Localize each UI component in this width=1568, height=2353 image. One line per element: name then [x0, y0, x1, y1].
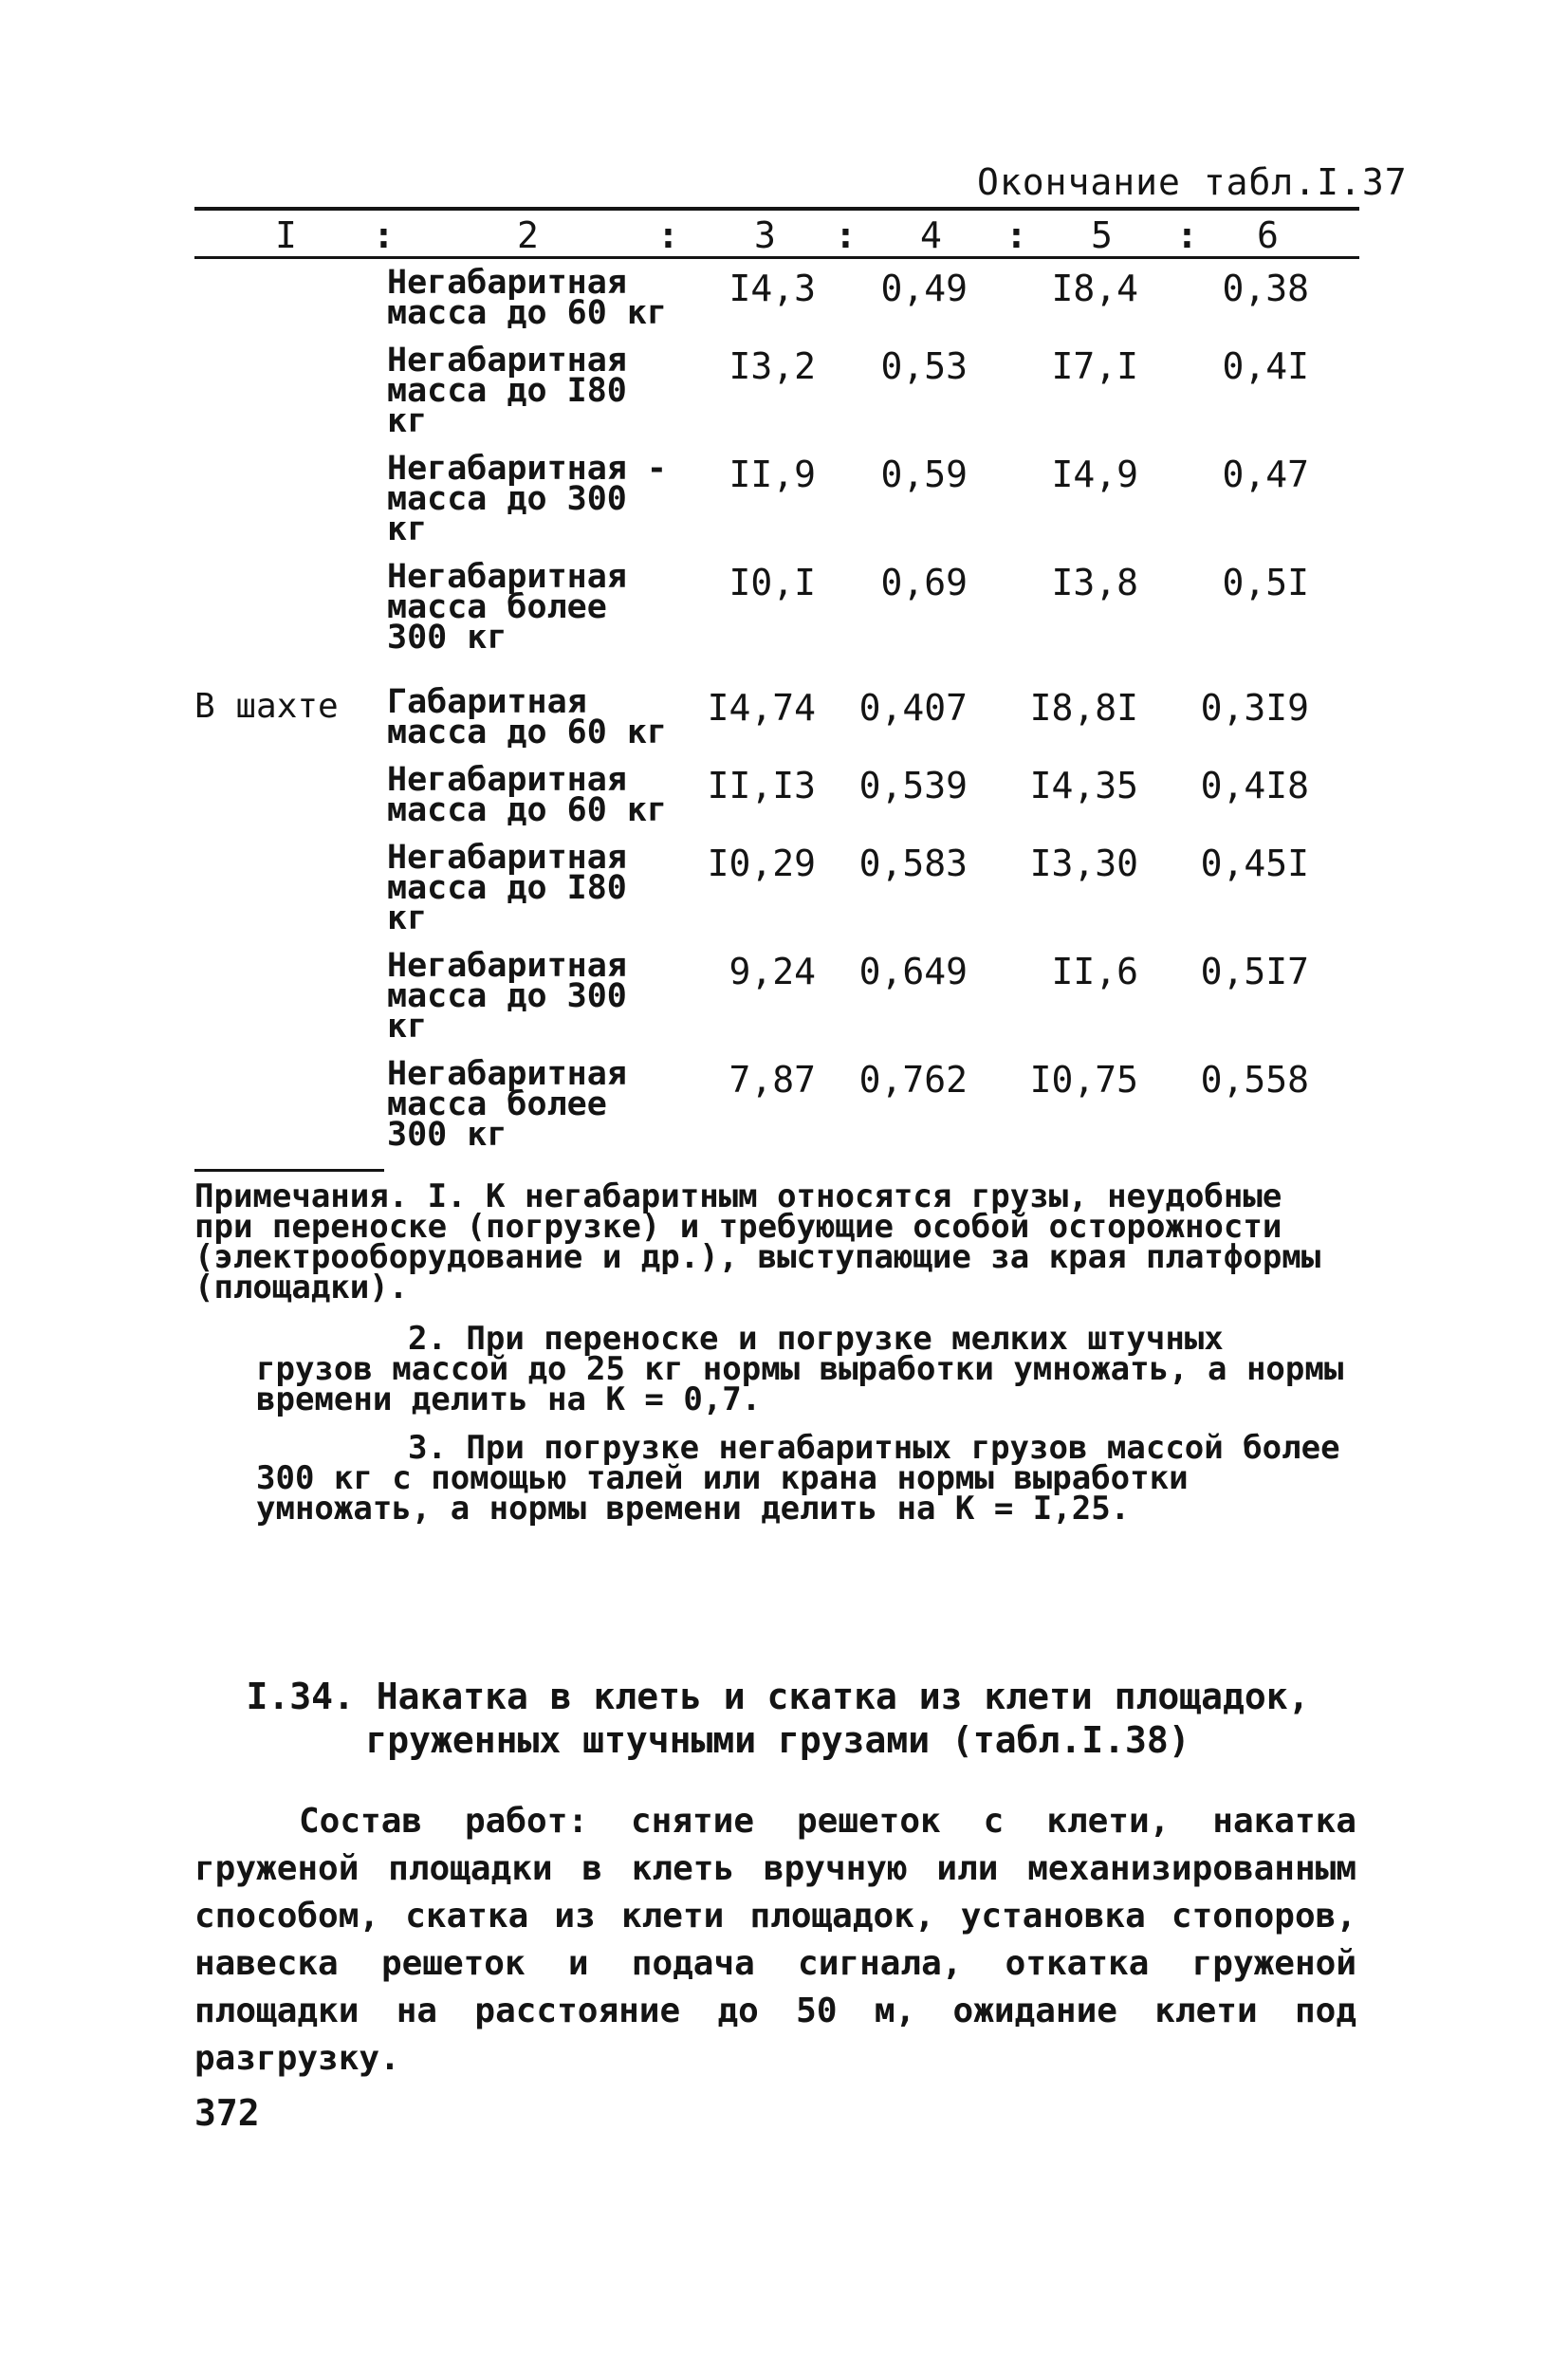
row-description: Негабаритная масса до 300 кг: [387, 947, 627, 1046]
notes-separator: [194, 1169, 384, 1172]
row-description: Негабаритная масса до I80 кг: [387, 342, 627, 440]
header-col-3: 3: [754, 214, 776, 256]
row-value-col5: I3,30: [1029, 843, 1138, 884]
row-value-col4: 0,762: [858, 1059, 968, 1101]
header-col-1: I: [275, 214, 297, 256]
row-value-col4: 0,49: [880, 268, 968, 309]
note-3: 3. При погрузке негабаритных грузов массой более 300 кг с помощью талей или крана нормы выработки умножать, а нормы времени делить на К = I,25.: [256, 1429, 1340, 1528]
header-col-4: 4: [920, 214, 942, 256]
row-description: Негабаритная масса более 300 кг: [387, 1055, 627, 1154]
row-description: Габаритная масса до 60 кг: [387, 683, 668, 751]
header-separator: :: [373, 214, 395, 256]
header-col-2: 2: [517, 214, 539, 256]
row-value-col5: I8,4: [1051, 268, 1138, 309]
header-col-6: 6: [1257, 214, 1279, 256]
section-title-line-2: груженных штучными грузами (табл.I.38): [365, 1719, 1190, 1761]
row-value-col6: 0,45I: [1200, 843, 1309, 884]
table-top-rule: [194, 207, 1359, 211]
row-value-col3: 9,24: [729, 951, 816, 992]
table-caption: Окончание табл.I.37: [977, 161, 1408, 203]
row-value-col6: 0,3I9: [1200, 687, 1309, 729]
row-value-col5: I4,9: [1051, 454, 1138, 495]
row-value-col3: I3,2: [729, 345, 816, 387]
header-col-5: 5: [1091, 214, 1113, 256]
row-value-col6: 0,558: [1200, 1059, 1309, 1101]
row-value-col3: I4,74: [707, 687, 816, 729]
row-value-col6: 0,47: [1222, 454, 1309, 495]
row-value-col5: II,6: [1051, 951, 1138, 992]
section-title-line-1: I.34. Накатка в клеть и скатка из клети площадок,: [246, 1676, 1310, 1717]
header-separator: :: [657, 214, 679, 256]
row-description: Негабаритная масса до 60 кг: [387, 761, 668, 829]
row-value-col6: 0,5I: [1222, 562, 1309, 603]
header-separator: :: [1176, 214, 1198, 256]
table-header-rule: [194, 256, 1359, 259]
note-2: 2. При переноске и погрузке мелких штучных грузов массой до 25 кг нормы выработки умножать, а нормы времени делить на К = 0,7.: [256, 1320, 1344, 1418]
row-value-col3: II,9: [729, 454, 816, 495]
row-value-col4: 0,407: [858, 687, 968, 729]
note-1: Примечания. I. К негабаритным относятся грузы, неудобные при переноске (погрузке) и требующие особой осторожности (электрооборудование и др.), выступающие за края платформы (площадки).: [194, 1177, 1321, 1306]
row-value-col6: 0,4I8: [1200, 765, 1309, 806]
row-value-col3: I0,29: [707, 843, 816, 884]
row-value-col6: 0,5I7: [1200, 951, 1309, 992]
section-heading: [190, 1675, 1366, 1762]
row-group: В шахте: [194, 687, 339, 726]
row-value-col4: 0,53: [880, 345, 968, 387]
row-value-col4: 0,583: [858, 843, 968, 884]
row-value-col4: 0,59: [880, 454, 968, 495]
header-separator: :: [835, 214, 857, 256]
row-value-col5: I4,35: [1029, 765, 1138, 806]
row-value-col3: I4,3: [729, 268, 816, 309]
work-composition-paragraph: Состав работ: снятие решеток с клети, накатка груженой площадки в клеть вручную или механизированным способом, скатка из клети площадок, установка стопоров, навеска решеток и подача сигнала, откатка груженой площадки на расстояние до 50 м, ожидание клети под разгрузку.: [194, 1802, 1356, 2078]
row-value-col3: I0,I: [729, 562, 816, 603]
row-value-col5: I3,8: [1051, 562, 1138, 603]
row-description: Негабаритная масса до 60 кг: [387, 264, 668, 332]
row-value-col3: II,I3: [707, 765, 816, 806]
row-value-col5: I0,75: [1029, 1059, 1138, 1101]
row-description: Негабаритная масса до I80 кг: [387, 839, 627, 937]
row-description: Негабаритная масса более 300 кг: [387, 558, 627, 657]
row-value-col6: 0,38: [1222, 268, 1309, 309]
row-value-col4: 0,539: [858, 765, 968, 806]
row-value-col3: 7,87: [729, 1059, 816, 1101]
page-number: 372: [194, 2092, 260, 2134]
row-value-col5: I7,I: [1051, 345, 1138, 387]
row-description: Негабаритная - масса до 300 кг: [387, 450, 668, 548]
row-value-col4: 0,649: [858, 951, 968, 992]
row-value-col6: 0,4I: [1222, 345, 1309, 387]
row-value-col5: I8,8I: [1029, 687, 1138, 729]
row-value-col4: 0,69: [880, 562, 968, 603]
header-separator: :: [1005, 214, 1027, 256]
